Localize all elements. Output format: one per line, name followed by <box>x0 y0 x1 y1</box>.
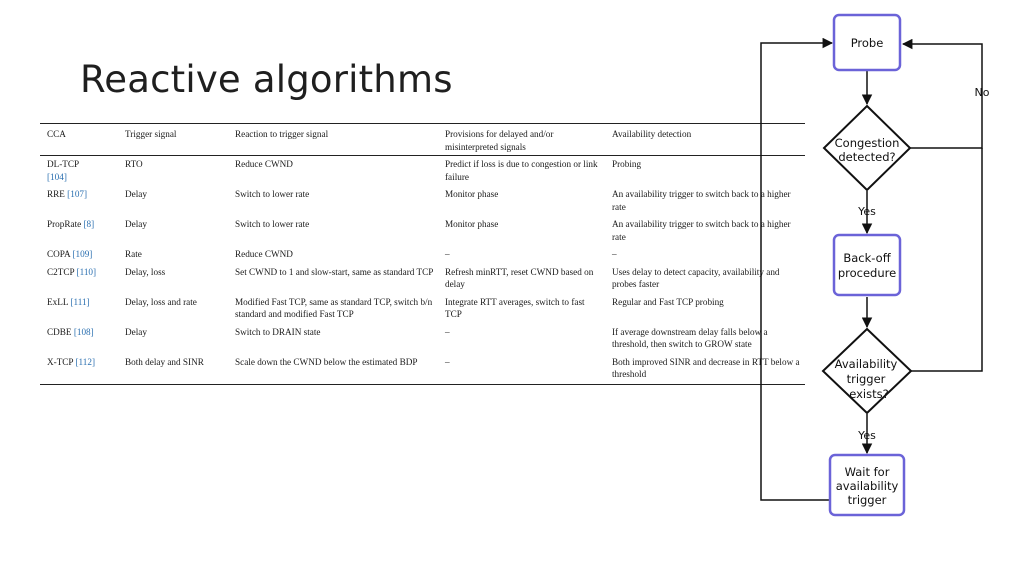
cell-provisions: – <box>445 249 450 259</box>
cell-reaction: Set CWND to 1 and slow-start, same as standard TCP <box>235 266 434 277</box>
cca-name: CDBE <box>47 326 72 337</box>
wait-label-3: trigger <box>847 493 887 507</box>
wait-label-2: availability <box>835 479 899 493</box>
cca-citation-link[interactable]: [107] <box>67 189 88 199</box>
availability-label-2: trigger <box>846 372 886 386</box>
backoff-node <box>834 235 900 295</box>
cell-availability: An availability trigger to switch back to a higher rate <box>612 189 791 212</box>
edge-wait-loop <box>761 43 832 500</box>
cca-citation-link[interactable]: [112] <box>75 356 96 367</box>
availability-label-1: Availability <box>834 357 898 371</box>
cell-trigger: RTO <box>125 159 143 169</box>
edge-label-yes-1: Yes <box>858 205 876 218</box>
cell-provisions: Integrate RTT averages, switch to fast TCP <box>445 296 585 319</box>
edge-no-loop <box>903 44 982 148</box>
cell-reaction: Reduce CWND <box>235 249 293 259</box>
cca-citation-link[interactable]: [8] <box>83 219 95 229</box>
cell-trigger: Delay <box>125 326 147 337</box>
cca-name: DL-TCP <box>47 159 80 169</box>
cell-trigger: Delay, loss and rate <box>125 296 197 307</box>
cell-availability: An availability trigger to switch back to a higher rate <box>612 219 791 242</box>
cell-provisions: Predict if loss is due to congestion or link failure <box>445 159 598 182</box>
header-cca: CCA <box>47 129 66 139</box>
cca-citation-link[interactable]: [111] <box>70 296 90 307</box>
cell-availability: Both improved SINR and decrease in RTT below a threshold <box>612 356 800 379</box>
cell-availability: Regular and Fast TCP probing <box>612 296 724 307</box>
cca-name: ExLL <box>47 296 69 307</box>
cell-provisions: – <box>445 326 450 337</box>
cca-name: C2TCP <box>47 266 75 277</box>
header-availability: Availability detection <box>612 129 692 139</box>
congestion-label-2: detected? <box>838 150 896 164</box>
cell-availability: Probing <box>612 159 642 169</box>
cell-trigger: Delay <box>125 189 147 199</box>
congestion-label-1: Congestion <box>834 136 900 150</box>
cca-citation-link[interactable]: [109] <box>72 249 93 259</box>
cca-name: PropRate <box>47 219 82 229</box>
availability-label-3: exists? <box>849 387 889 401</box>
wait-label-1: Wait for <box>844 465 890 479</box>
cell-trigger: Rate <box>125 249 142 259</box>
cell-availability: If average downstream delay falls below a threshold, then switch to GROW state <box>612 326 768 349</box>
cca-name: RRE <box>47 189 65 199</box>
cell-reaction: Switch to lower rate <box>235 219 310 229</box>
cca-citation-link[interactable]: [108] <box>73 326 94 337</box>
edge-label-no: No <box>974 86 990 99</box>
probe-label: Probe <box>850 36 884 50</box>
cell-provisions: Monitor phase <box>445 189 499 199</box>
cell-trigger: Both delay and SINR <box>125 356 204 367</box>
cell-reaction: Switch to DRAIN state <box>235 326 321 337</box>
backoff-label-1: Back-off <box>843 251 891 265</box>
backoff-label-2: procedure <box>837 266 897 280</box>
cell-reaction: Modified Fast TCP, same as standard TCP, switch b/n standard and modified Fast TCP <box>235 296 433 319</box>
cca-citation-link[interactable]: [104] <box>47 171 67 182</box>
slide-title: Reactive algorithms <box>80 58 453 101</box>
edge-label-yes-2: Yes <box>858 429 876 442</box>
cell-trigger: Delay, loss <box>125 266 166 277</box>
cca-name: COPA <box>47 249 71 259</box>
cell-reaction: Scale down the CWND below the estimated BDP <box>235 356 418 367</box>
cell-provisions: Monitor phase <box>445 219 499 229</box>
cell-trigger: Delay <box>125 219 147 229</box>
cell-provisions: – <box>445 356 450 367</box>
cell-availability: – <box>612 249 617 259</box>
header-provisions: Provisions for delayed and/or misinterpreted signals <box>445 129 554 152</box>
header-reaction: Reaction to trigger signal <box>235 129 329 139</box>
cell-reaction: Switch to lower rate <box>235 189 310 199</box>
cca-citation-link[interactable]: [110] <box>76 266 97 277</box>
cca-name: X-TCP <box>47 356 74 367</box>
cell-reaction: Reduce CWND <box>235 159 293 169</box>
edge-availability-no-loop <box>911 148 982 371</box>
cell-availability: Uses delay to detect capacity, availability and probes faster <box>612 266 780 289</box>
cell-provisions: Refresh minRTT, reset CWND based on delay <box>445 266 594 289</box>
header-trigger-signal: Trigger signal <box>125 129 177 139</box>
